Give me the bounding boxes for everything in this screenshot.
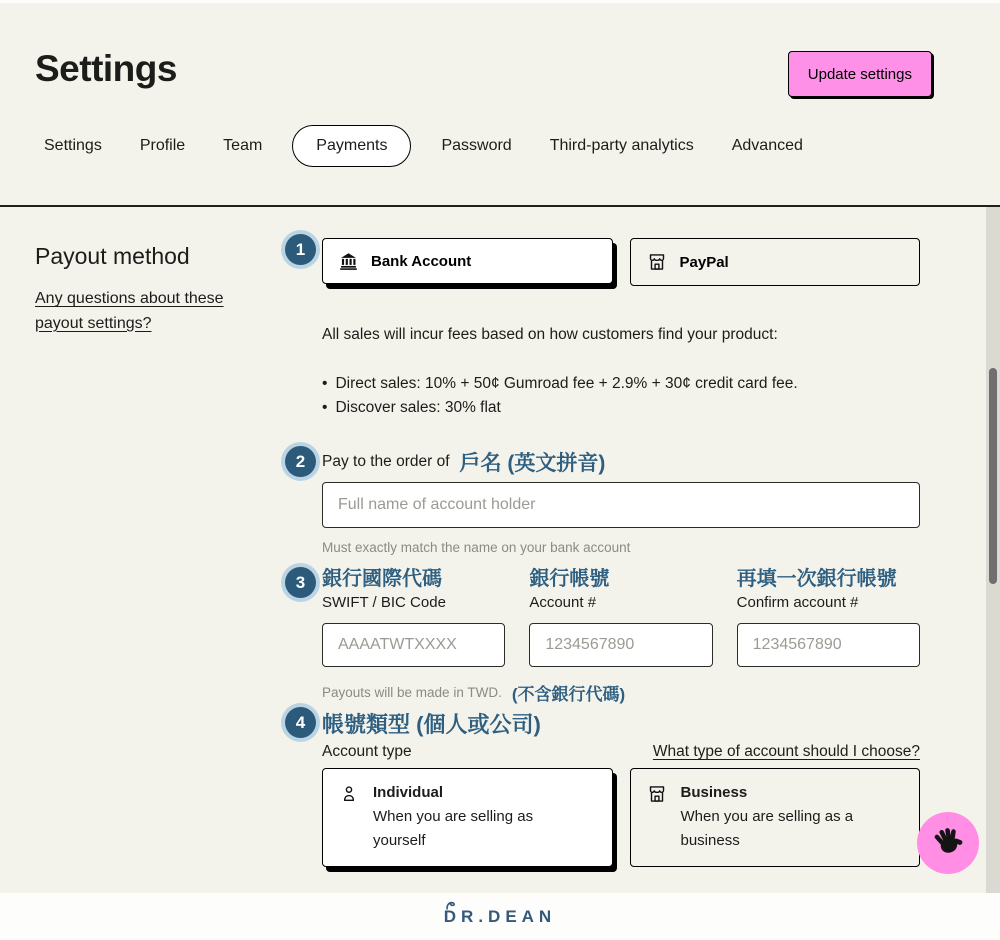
- fee-item-direct: • Direct sales: 10% + 50¢ Gumroad fee + 2.9% + 30¢ credit card fee.: [322, 372, 920, 396]
- storefront-icon: [647, 784, 667, 804]
- hand-icon: [930, 823, 966, 864]
- payout-settings-help-link[interactable]: Any questions about these payout settings?: [35, 290, 224, 332]
- business-card[interactable]: [630, 768, 921, 867]
- scrollbar-thumb[interactable]: [989, 368, 997, 584]
- tab-profile[interactable]: Profile: [139, 137, 186, 154]
- annotation-badge-1: 1: [285, 234, 316, 265]
- payments-form: [322, 238, 920, 867]
- individual-desc: When you are selling as yourself: [373, 808, 534, 849]
- scrollbar-track[interactable]: [986, 207, 1000, 893]
- account-number-label: Account #: [529, 594, 597, 611]
- individual-card[interactable]: [322, 768, 613, 867]
- support-widget-button[interactable]: [917, 812, 979, 874]
- business-desc: When you are selling as a business: [680, 808, 854, 849]
- business-card-text: [681, 782, 891, 853]
- individual-card-text: [373, 782, 583, 853]
- tab-third-party-analytics[interactable]: Third-party analytics: [549, 137, 694, 154]
- payout-method-heading: Payout method: [35, 243, 190, 269]
- account-annotation: 銀行帳號: [529, 568, 610, 590]
- account-number-input[interactable]: [529, 623, 712, 667]
- swift-annotation: 銀行國際代碼: [322, 568, 442, 590]
- paypal-button[interactable]: [630, 238, 921, 286]
- brand-logo: DR.DEAN: [444, 907, 556, 927]
- fee-list: [322, 372, 920, 420]
- pay-to-order-row: [322, 448, 920, 476]
- update-settings-button[interactable]: Update settings: [788, 51, 932, 97]
- account-type-help-link[interactable]: What type of account should I choose?: [652, 743, 920, 760]
- footer: [0, 893, 1000, 940]
- business-title: Business: [680, 784, 748, 801]
- annotation-badge-3: 3: [285, 567, 316, 598]
- tab-advanced[interactable]: Advanced: [731, 137, 803, 154]
- tab-payments[interactable]: Payments: [292, 125, 411, 167]
- swift-label: SWIFT / BIC Code: [322, 594, 446, 611]
- full-name-help-text: Must exactly match the name on your bank account: [322, 540, 631, 555]
- account-field-group: [529, 566, 712, 667]
- top-edge-highlight: [0, 0, 1000, 3]
- account-type-row: [322, 743, 920, 761]
- fee-item-discover: • Discover sales: 30% flat: [322, 396, 920, 420]
- person-icon: [339, 784, 359, 804]
- account-type-options: [322, 768, 920, 867]
- annotation-badge-4: 4: [285, 707, 316, 738]
- bank-icon: [339, 252, 358, 271]
- tab-team[interactable]: Team: [223, 137, 263, 154]
- bank-code-annotation: (不含銀行代碼): [511, 685, 626, 704]
- individual-title: Individual: [373, 784, 444, 801]
- swift-input[interactable]: [322, 623, 505, 667]
- fees-intro-text: All sales will incur fees based on how customers find your product:: [322, 326, 778, 343]
- currency-note-row: [322, 680, 920, 705]
- paypal-label: PayPal: [679, 253, 729, 271]
- header-divider: [0, 205, 1000, 207]
- tab-settings[interactable]: Settings: [44, 137, 102, 154]
- bank-account-button[interactable]: [322, 238, 613, 284]
- swift-field-group: [322, 566, 505, 667]
- confirm-annotation: 再填一次銀行帳號: [736, 568, 897, 590]
- currency-note: Payouts will be made in TWD.: [322, 685, 502, 700]
- tab-password[interactable]: Password: [441, 137, 512, 154]
- confirm-field-group: [737, 566, 920, 667]
- confirm-account-input[interactable]: [737, 623, 920, 667]
- account-type-annotation: 帳號類型 (個人或公司): [322, 712, 541, 737]
- pay-to-order-label: Pay to the order of: [322, 453, 450, 470]
- bank-account-label: Bank Account: [371, 252, 472, 270]
- pay-to-order-annotation: 戶名 (英文拼音): [459, 452, 606, 475]
- full-name-input[interactable]: [322, 482, 920, 528]
- brand-mark-icon: [445, 896, 457, 916]
- page-title: Settings: [35, 48, 177, 89]
- confirm-account-label: Confirm account #: [736, 594, 859, 611]
- bank-details-grid: [322, 566, 920, 667]
- settings-tab-bar: [44, 136, 803, 156]
- annotation-badge-2: 2: [285, 446, 316, 477]
- account-type-label: Account type: [322, 743, 412, 760]
- storefront-icon: [647, 252, 667, 272]
- payout-method-options: [322, 238, 920, 290]
